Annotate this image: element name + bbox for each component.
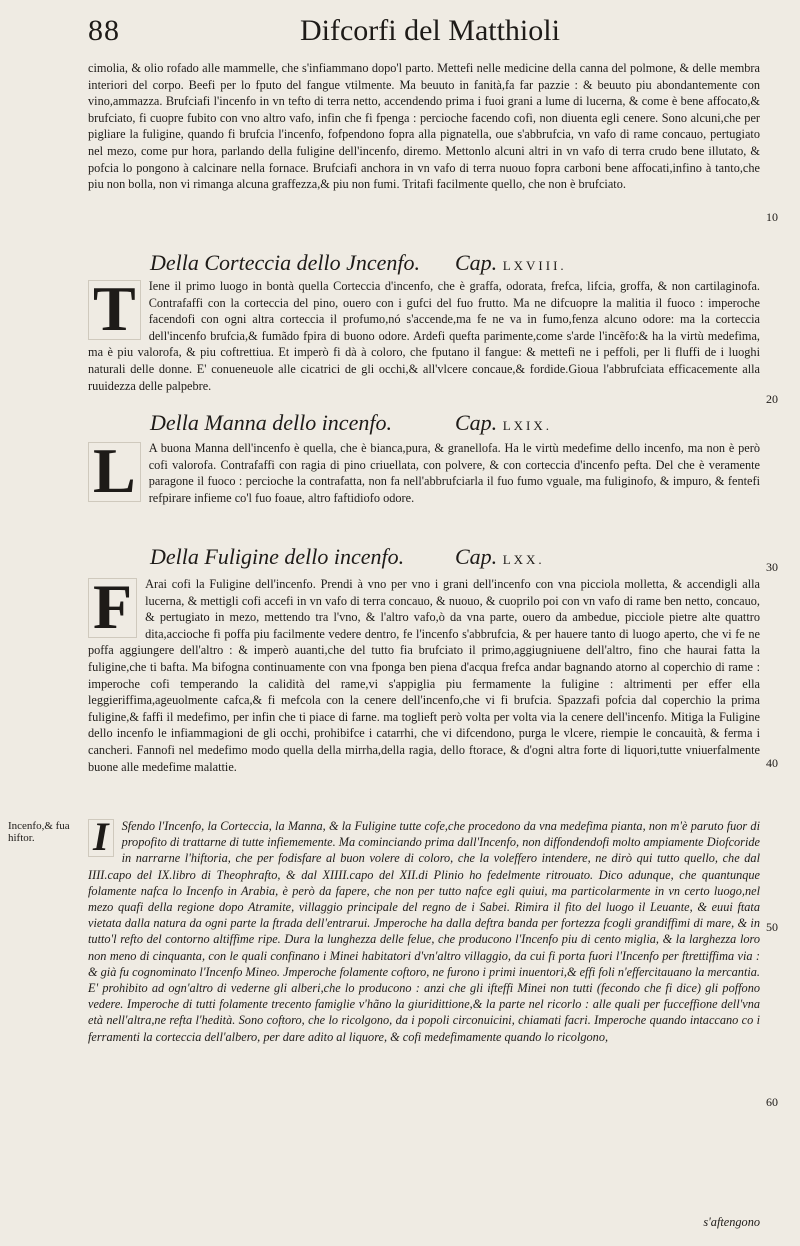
line-number: 30	[766, 560, 778, 574]
page-number: 88	[88, 14, 120, 47]
line-number: 50	[766, 920, 778, 934]
line-number: 60	[766, 1095, 778, 1109]
line-number: 20	[766, 392, 778, 406]
section-title: Della Fuligine dello incenfo.	[150, 544, 405, 569]
intro-paragraph: cimolia, & olio rofado alle mammelle, che s'infiammano dopo'l parto. Mettefi nelle medicine della canna del polmone, & delle membra interiori del corpo. Beefi per lo fputo del fangue vtilmente. Ma beuuto in fanità,fa far pazzie : & beuuto piu abondantemente con vino,ammazza. Brufciafi l'incenfo in vn tefto di terra netto, accendendo prima i fuoi grani a lume di lucerna, & come è bene affocato,& brufciato, fi cuopre fubito con vno altro vafo, infin che fi fpenga : percioche facendo cofi, non diuenta egli cenere. Sono alcuni,che per pigliare la fuligine, quando fi brufcia l'incenfo, fofpendono fopra alla pignatella, oue s'abbrufcia, vn vafo di rame concauo, pertugiato nel mezo, come pur hora, parlando della fuligine dell'incenfo, diremo. Mettonlo alcuni altri in vn vafo di terra crudo bene illutato, & pofcia lo pongono à calcinare nella fornace. Brufciafi anchora in vn vafo di terra nuouo fopra carboni bene affocati,infino à tanto,che piu non bolla, non vi rimanga alcuna graffezza,& piu non fumi. Tritafi facilmente quello, che non è brufciato.	[88, 61, 760, 192]
section-fuligine-text: F Arai cofi la Fuligine dell'incenfo. Prendi à vno per vno i grani dell'incenfo con vna picciola molletta, & accendigli alla lucerna, & mettigli cofi accefi in vn vafo di terra concauo, & nuouo, & cuoprilo poi con vn vafo di rame ben netto, concauo, & pertugiato in mezo, mettendo tra l'vno, & l'altro vafo,ò da vna parte, ouero da ambedue, picciole pietre alte quattro dita,accioche fi poffa piu facilmente vedere dentro, fe l'incenfo s'abbrufcia, & per hauere tanto di luogo aperto, che vi fe ne poffa aggiungere dell'altro : & imperò auanti,che del tutto fia brufciato il primo,aggiugniuene dell'altro, fino che haurai fatta la fuligine,che ti bafta. Ma bifogna continuamente con vna fponga ben piena d'acqua frefca andar bagnando atorno al coperchio di rame : imperoche cofi temperando la calidità del rame,vi s'appiglia piu fermamente la fuligine : altrimenti per effer ella leggieriffima,ageuolmente cafca,& fi mefcola con la cenere dell'incenfo,che vi fi brufcia. Spazzafi pofcia dal coperchio la prima fuligine,& faffi il medefimo, per infin che ti piace di farne. ma toglieft però volta per volta via la cenere dell'incenfo. Mitiga la Fuligine dello incenfo le infiammagioni de gli occhi, prohibifce i catarrhi, che vi difcendono, purga le vlcere, riempie le concauità, & ferma i cancheri. Fannofi nel medefimo modo quella della mirrha,della ragia, dello ftorace, & d'ogni altra forte di liquori,tutte vniuerfalmente buone alle medefime malattie.	[88, 571, 760, 774]
section-title: Della Manna dello incenfo.	[150, 410, 392, 435]
page-header	[0, 14, 800, 54]
chapter-label: Cap. LXVIII.	[455, 250, 567, 275]
drop-cap: F	[88, 578, 137, 638]
catchword: s'aftengono	[703, 1215, 760, 1229]
commentary-text: I Sfendo l'Incenfo, la Corteccia, la Manna, & la Fuligine tutte cofe,che procedono da vna medefima pianta, non m'è paruto fuor di propofito di trattarne di tutte infiememente. Ma cominciando prima dall'Incenfo, non diffondendofi molto ampiamente Diofcoride in narrarne l'hiftoria, che per fodisfare al buon volere di coloro, che la voleffero intendere, ne dirò qui tutto quello, che dal IIII.capo del IX.libro di Theophrafto, & dal XIIII.capo del XII.di Plinio ho fedelmente ritrouato. Dico adunque, che quantunque folamente nafca lo Incenfo in Arabia, è però da fapere, che non per tutto nafce egli quiui, ma particolarmente in vn certo luogo,nel mezo quafi della regione dopo Atramite, villaggio principale del regno de i Sabei. Rimira il fito del luogo il Leuante, & euui ftata vietata dalla natura da ogni parte la ftrada dell'entrarui. Jmperoche ha dalla deftra banda per fortezza fcogli grandiffimi di mare, & in tutto'l refto del contorno altiffime ripe. Dura la lunghezza delle felue, che producono l'Incenfo piu di cento miglia, & la larghezza loro non meno di cinquanta, con le quali confinano i Minei habitatori d'vn'altro villaggio, da cui fi porta fuori l'Incenfo per ftrettiffima via : & già fu cognominato l'Incenfo Mineo. Jmperoche folamente coftoro, ne furono i primi inuentori,& effi foli n'effercitauano la mercantia. E' prohibito ad ogn'altro di vederne gli alberi,che lo producono : anzi che gli ifteffi Minei non tutti (fecondo che fi dice) gli poffono vedere. Imperoche di tutti folamente trecento famiglie v'hãno la giuridittione,& la parte nel ricorlo : alle quali per fucceffione dell'vna età nell'altra,ne refta l'hedità. Sono coftoro, che lo ricolgono, da i popoli circonuicini, chiamati facri. Imperoche quando intaccano co i ferramenti la corteccia dell'albero, per dare adito al liquore, & cofi medefimamente quando lo ricolgono,	[88, 814, 760, 1044]
margin-note: Incenfo,& fua hiftor.	[8, 820, 70, 844]
chapter-label: Cap. LXX.	[455, 544, 545, 569]
line-number: 40	[766, 756, 778, 770]
drop-cap: L	[88, 442, 141, 502]
line-number: 10	[766, 210, 778, 224]
section-heading-fuligine	[150, 544, 710, 570]
section-manna-text: L A buona Manna dell'incenfo è quella, che è bianca,pura, & granellofa. Ha le virtù medefime dello incenfo, ma non è però cofi valorofa. Contrafaffi con ragia di pino criuellata, con polvere, & con corteccia d'incenfo pefta. Del che è veramente paragone il fuoco : percioche la contrafatta, non fa nell'abbrufciarla il fuo fumo vguale, ma fuliginofo, & impuro, & fentefi refpirare infieme co'l fuo foaue, altro faftidiofo odore.	[88, 440, 760, 536]
section-heading-corteccia	[150, 250, 710, 276]
section-heading-manna	[150, 410, 710, 436]
section-corteccia-text: T Iene il primo luogo in bontà quella Corteccia d'incenfo, che è graffa, odorata, frefca, lifcia, groffa, & non cartilaginofa. Contrafaffi con la corteccia del pino, ouero con i gufci del fuo frutto. Ma ne difcuopre la malitia il fuoco : imperoche facendofi con ogni altra corteccia il profumo,nó s'accende,ma fe ne va in fumo,fenza alcuno odore: ma la corteccia dell'incenfo brufcia,& fumãdo fpira di buono odore. Ardefi quefta parimente,come s'arde l'incẽfo:& ha la virtù medefima, ma è piu valorofa, & piu coftrettiua. Et imperò fi dà à coloro, che fputano il fangue: & mettefi ne i peffoli, per li fluffi de i luoghi naturali delle donne. E' conueneuole alle cicatrici de gli occhi,& all'vlcere concaue,& fordide.Gioua l'abbrufciata efficacemente alla ruuidezza delle palpebre.	[88, 273, 760, 393]
running-title: Difcorfi del Matthioli	[300, 14, 560, 47]
drop-cap: T	[88, 280, 141, 340]
chapter-label: Cap. LXIX.	[455, 410, 552, 435]
drop-cap: I	[88, 819, 114, 857]
section-title: Della Corteccia dello Jncenfo.	[150, 250, 421, 275]
